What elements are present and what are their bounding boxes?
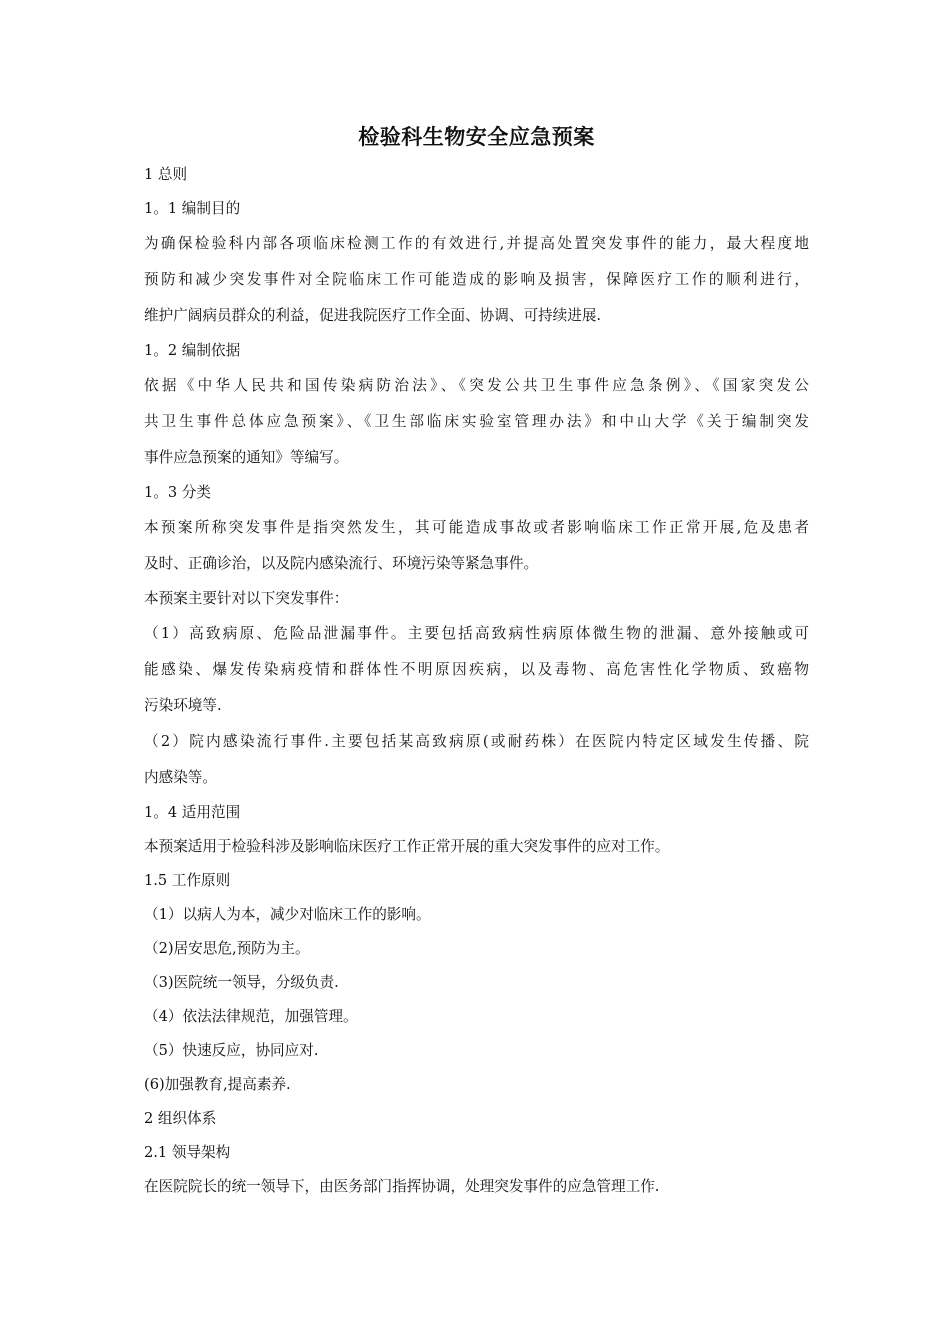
list-item: （4）依法法律规范，加强管理。 [144,1008,358,1025]
subsection-heading: 1。4 适用范围 [144,804,241,821]
list-item: (6)加强教育,提高素养. [144,1076,291,1093]
paragraph-line: 维护广阔病员群众的利益，促进我院医疗工作全面、协调、可持续进展. [144,307,602,324]
subsection-heading: 1。1 编制目的 [144,200,241,217]
paragraph-line: 本预案适用于检验科涉及影响临床医疗工作正常开展的重大突发事件的应对工作。 [144,838,670,855]
paragraph-line: 依据《中华人民共和国传染病防治法》、《突发公共卫生事件应急条例》、《国家突发公 [144,377,809,394]
list-item: （2）院内感染流行事件.主要包括某高致病原(或耐药株）在医院内特定区域发生传播、院 [144,733,809,750]
subsection-heading: 1。2 编制依据 [144,342,241,359]
paragraph-line: 为确保检验科内部各项临床检测工作的有效进行,并提高处置突发事件的能力，最大程度地 [144,235,809,252]
list-item: 能感染、爆发传染病疫情和群体性不明原因疾病，以及毒物、高危害性化学物质、致癌物 [144,661,809,678]
paragraph-line: 本预案所称突发事件是指突然发生，其可能造成事故或者影响临床工作正常开展,危及患者 [144,519,809,536]
paragraph-line: 本预案主要针对以下突发事件： [144,590,349,607]
section-heading: 2 组织体系 [144,1110,217,1127]
paragraph-line: 预防和减少突发事件对全院临床工作可能造成的影响及损害，保障医疗工作的顺利进行， [144,271,809,288]
list-item: （1）以病人为本，减少对临床工作的影响。 [144,906,431,923]
list-item: 内感染等。 [144,769,217,786]
document-title: 检验科生物安全应急预案 [358,125,595,149]
subsection-heading: 1。3 分类 [144,484,211,501]
subsection-heading: 2.1 领导架构 [144,1144,231,1161]
list-item: 污染环境等. [144,697,222,714]
section-heading: 1 总则 [144,166,188,183]
paragraph-line: 事件应急预案的通知》等编写。 [144,449,349,466]
paragraph-line: 及时、正确诊治，以及院内感染流行、环境污染等紧急事件。 [144,555,539,572]
list-item: （1）高致病原、危险品泄漏事件。主要包括高致病性病原体微生物的泄漏、意外接触或可 [144,625,809,642]
list-item: （5）快速反应，协同应对. [144,1042,319,1059]
list-item: （3)医院统一领导，分级负责. [144,974,339,991]
paragraph-line: 在医院院长的统一领导下，由医务部门指挥协调，处理突发事件的应急管理工作. [144,1178,660,1195]
subsection-heading: 1.5 工作原则 [144,872,231,889]
document-page [144,118,809,1204]
paragraph-line: 共卫生事件总体应急预案》、《卫生部临床实验室管理办法》和中山大学《关于编制突发 [144,413,809,430]
list-item: （2)居安思危,预防为主。 [144,940,310,957]
